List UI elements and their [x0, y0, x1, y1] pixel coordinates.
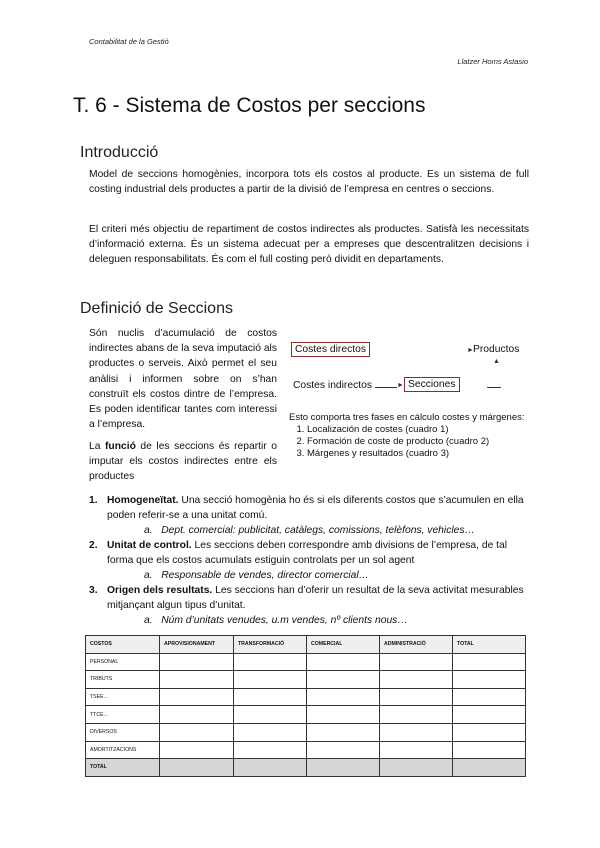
arrow-head-icon: ►	[397, 382, 404, 389]
productos-label: Productos	[473, 344, 520, 355]
column-header: COMERCIAL	[307, 636, 380, 654]
criteri-example: a. Dept. comercial: publicitat, catàlegs, comissions, telèfons, vehicles…	[144, 525, 475, 536]
table-total-row	[86, 759, 526, 777]
column-header: APROVISIONAMENT	[160, 636, 234, 654]
table-row	[86, 723, 526, 741]
column-header: ADMINISTRACIÓ	[380, 636, 453, 654]
criteri-example: a. Núm d’unitats venudes, u.m vendes, nº clients nous…	[144, 615, 408, 626]
row-label: AMORTITZACIONS	[86, 741, 160, 759]
intro-paragraph-1: Model de seccions homogènies, incorpora tots els costos al producte. Es un sistema de full costing industrial dels productes a partir de la divisió de l’empresa en centres o seccions.	[89, 169, 529, 196]
fases-intro: Esto comporta tres fases en cálculo costes y márgenes:	[289, 412, 525, 423]
row-label: TSEE…	[86, 688, 160, 706]
criteris-list	[89, 493, 529, 628]
header-right: Llatzer Homs Astasio	[457, 57, 528, 66]
intro-paragraph-2: El criteri més objectiu de repartiment de costos indirectes als productes. Satisfà les necessitats d’informació externa. És un sistema adecuat per a empreses que descentralitzen decisions i deleguen responsabilitats. És com el full costing però dividit en departaments.	[89, 224, 529, 266]
row-label: TTCE…	[86, 706, 160, 724]
arrow-line	[375, 387, 397, 388]
list-item: 3. Origen dels resultats. Les seccions han d’oferir un resultat de la seva activitat mesurables mitjançant algun tipus d’unitat. a. Núm d’unitats venudes, u.m vendes, nº clients nous…	[89, 583, 529, 628]
list-item: 1. Homogeneïtat. Una secció homogènia ho és si els diferents costos que s’acumulen en ella poden referir-se a una unitat comú. a. Dept. comercial: publicitat, catàlegs, comissions, telèfons, vehicles…	[89, 493, 529, 538]
table-row	[86, 653, 526, 671]
column-header: TOTAL	[453, 636, 526, 654]
criteri-title: Homogeneïtat.	[107, 495, 179, 506]
criteri-title: Origen dels resultats.	[107, 585, 213, 596]
arrow-head-icon: ►	[467, 347, 474, 354]
row-label: PERSONAL	[86, 653, 160, 671]
row-label: DIVERSOS	[86, 723, 160, 741]
fase-item: 1. Localización de costes (cuadro 1)	[307, 424, 525, 436]
costes-directos-box: Costes directos	[291, 342, 370, 357]
secciones-box: Secciones	[404, 377, 460, 392]
page-title: T. 6 - Sistema de Costos per seccions	[73, 94, 426, 117]
fase-item: 3. Márgenes y resultados (cuadro 3)	[307, 448, 525, 460]
definicio-paragraph-2: La funció de les seccions és repartir o imputar els costos indirectes entre els productes	[89, 441, 277, 483]
fase-item: 2. Formación de coste de producto (cuadro 2)	[307, 436, 525, 448]
list-item: 2. Unitat de control. Les seccions deben correspondre amb divisions de l’empresa, de tal forma que els costos acumulats estiguin controlats per un sol agent a. Responsable de vendes, director comercial…	[89, 538, 529, 583]
costs-table	[85, 635, 526, 777]
cost-flow-diagram	[287, 336, 537, 406]
column-header: TRANSFORMACIÓ	[234, 636, 307, 654]
row-label: TOTAL	[86, 759, 160, 777]
arrow-line	[487, 387, 501, 388]
definicio-paragraph-1: Són nuclis d’acumulació de costos indirectes abans de la seva imputació als productes o serveis. Això permet el seu anàlisi i informen sobre on s’han construït els costos dintre de l’empresa. Es poden identificar tantes com interessi a l’empresa.	[89, 328, 277, 431]
table-row	[86, 671, 526, 689]
fases-block	[289, 412, 525, 460]
definicio-heading: Definició de Seccions	[80, 300, 233, 317]
table-row	[86, 706, 526, 724]
funcio-bold: funció	[105, 441, 136, 452]
table-row	[86, 741, 526, 759]
row-label: TRIBUTS	[86, 671, 160, 689]
arrow-head-icon: ▲	[493, 358, 500, 365]
intro-heading: Introducció	[80, 144, 159, 161]
table-header-row	[86, 636, 526, 654]
costes-indirectos-label: Costes indirectos	[293, 380, 372, 391]
table-row	[86, 688, 526, 706]
column-header: COSTOS	[86, 636, 160, 654]
criteri-title: Unitat de control.	[107, 540, 192, 551]
criteri-example: a. Responsable de vendes, director comercial…	[144, 570, 369, 581]
header-left: Contabilitat de la Gestió	[89, 37, 169, 46]
